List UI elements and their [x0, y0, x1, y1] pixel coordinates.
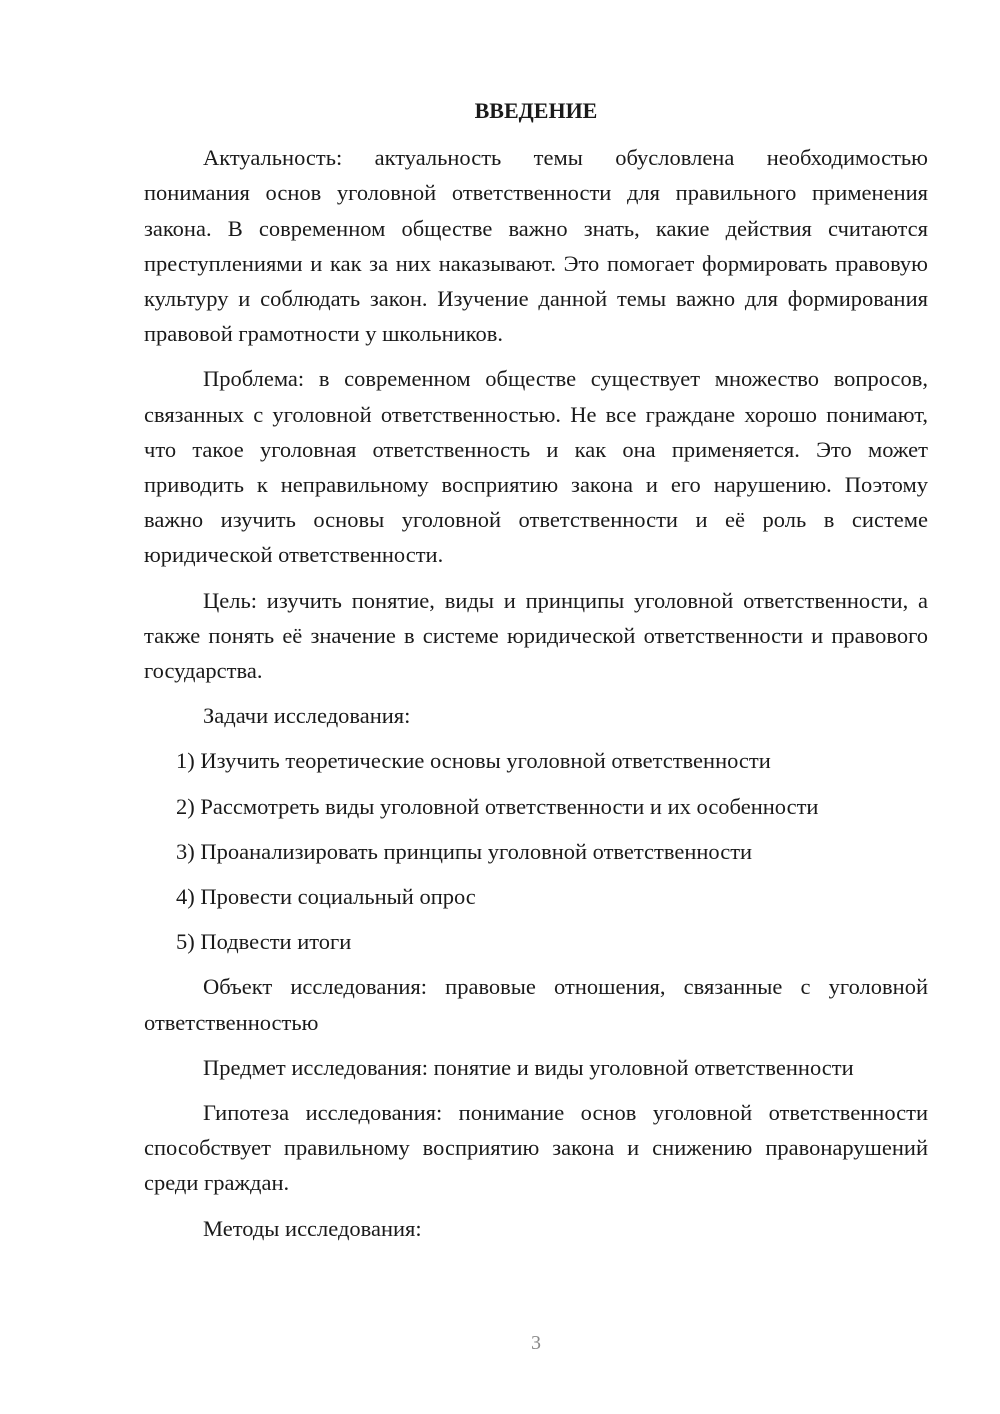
page-title: ВВЕДЕНИЕ: [474, 98, 598, 123]
paragraph-goal: Цель: изучить понятие, виды и принципы уголовной ответственности, а также понять её значение в системе юридической ответственности и правового государства.: [144, 587, 928, 684]
paragraph-problem: Проблема: в современном обществе существует множество вопросов, связанных с уголовной ответственностью. Не все граждане хорошо понимают, что такое уголовная ответственность и как она применяется. Это может приводить к неправильному восприятию закона и его нарушению. Поэтому важно изучить основы уголовной ответственности и её роль в системе юридической ответственности.: [144, 366, 928, 568]
paragraph-relevance: Актуальность: актуальность темы обусловлена необходимостью понимания основ уголовной ответственности для правильного применения закона. В современном обществе важно знать, какие действия считаются преступлениями и как за них наказывают. Это помогает формировать правовую культуру и соблюдать закон. Изучение данной темы важно для формирования правовой грамотности у школьников.: [144, 145, 928, 347]
tasks-heading: Задачи исследования:: [203, 703, 411, 729]
paragraph-object: Объект исследования: правовые отношения, связанные с уголовной ответственностью: [144, 974, 928, 1035]
list-item-task-1: 1) Изучить теоретические основы уголовной ответственности: [176, 748, 771, 774]
page-number: 3: [531, 1332, 541, 1354]
paragraph-subject: Предмет исследования: понятие и виды уголовной ответственности: [203, 1054, 854, 1080]
paragraph-hypothesis: Гипотеза исследования: понимание основ уголовной ответственности способствует правильному восприятию закона и снижению правонарушений среди граждан.: [144, 1100, 928, 1196]
list-item-task-3: 3) Проанализировать принципы уголовной ответственности: [176, 838, 753, 864]
list-item-task-4: 4) Провести социальный опрос: [176, 884, 476, 910]
page-body: [144, 93, 928, 1256]
list-item-task-2: 2) Рассмотреть виды уголовной ответственности и их особенности: [176, 793, 819, 819]
methods-heading: Методы исследования:: [203, 1215, 422, 1241]
list-item-task-5: 5) Подвести итоги: [176, 929, 352, 955]
